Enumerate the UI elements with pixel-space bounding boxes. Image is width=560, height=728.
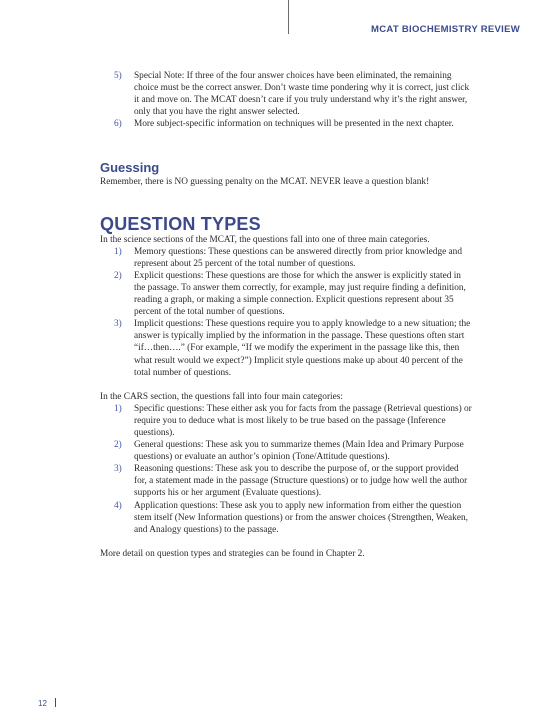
list-item [114, 246, 472, 270]
list-text: Special Note: If three of the four answer choices have been eliminated, the remaining choice must be the correct answer. Don’t waste time pondering why it is correct, just click it and move on. The MCAT doesn’t care if you truly understand why it’s the right answer, only that you have the right answer selected. [134, 71, 470, 118]
guessing-text: Remember, there is NO guessing penalty on the MCAT. NEVER leave a question blank! [100, 177, 430, 188]
list-item [114, 270, 472, 318]
list-text: Memory questions: These questions can be answered directly from prior knowledge and represent about 25 percent of the total number of questions. [134, 246, 462, 269]
list-text: Specific questions: These either ask you for facts from the passage (Retrieval questions) or require you to deduce what is most likely to be true based on the passage (Inference questions). [134, 403, 472, 438]
page-content [100, 70, 472, 560]
list-number: 3) [114, 464, 122, 475]
list-number: 2) [114, 270, 122, 281]
page-footer [38, 698, 56, 708]
list-text: Reasoning questions: These ask you to describe the purpose of, or the support provided for, a statement made in the passage (Structure questions) or to judge how well the author supports his or her argument (Evaluate questions). [134, 464, 468, 499]
list-item [114, 439, 472, 463]
page-number: 12 [38, 699, 47, 708]
header-divider [288, 0, 289, 34]
list-number: 1) [114, 403, 122, 414]
list-item [114, 500, 472, 536]
running-header: MCAT BIOCHEMISTRY REVIEW [371, 24, 520, 35]
list-text: General questions: These ask you to summarize themes (Main Idea and Primary Purpose questions) or evaluate an author’s opinion (Tone/Attitude questions). [134, 440, 464, 463]
list-item [114, 403, 472, 439]
list-text: Application questions: These ask you to apply new information from either the question stem itself (New Information questions) or from the answer choices (Strengthen, Weaken, and Analogy questions) to the passage. [134, 500, 468, 535]
guessing-heading: Guessing [100, 160, 160, 176]
list-number: 4) [114, 500, 122, 511]
footer-divider [55, 698, 56, 707]
list-item [114, 463, 472, 499]
list-number: 2) [114, 440, 122, 451]
list-text: Implicit questions: These questions require you to apply knowledge to a new situation; the answer is typically implied by the information in the passage. These questions often start “if…then….” (For example, “If we modify the experiment in the passage like this, then what result would we expect?”) Implicit style questions make up about 40 percent of the total number of questions. [134, 319, 471, 378]
list-text: More subject-specific information on techniques will be presented in the next chapter. [134, 119, 454, 130]
list-item [114, 70, 472, 118]
question-types-heading: QUESTION TYPES [100, 213, 261, 234]
intro-list [114, 70, 472, 130]
list-number: 5) [114, 71, 122, 81]
list-item [114, 118, 472, 130]
closing-text: More detail on question types and strategies can be found in Chapter 2. [100, 548, 365, 559]
list-number: 1) [114, 246, 122, 257]
science-question-list [114, 246, 472, 379]
list-number: 3) [114, 319, 122, 330]
list-item [114, 318, 472, 378]
list-text: Explicit questions: These questions are those for which the answer is explicitly stated in the passage. To answer them correctly, for example, may just require finding a definition, reading a graph, or making a simple connection. Explicit questions represent about 35 percent of the total number of questions. [134, 270, 466, 318]
list-number: 6) [114, 119, 122, 130]
question-types-intro: In the science sections of the MCAT, the questions fall into one of three main categories. [100, 234, 430, 245]
cars-intro: In the CARS section, the questions fall into four main categories: [100, 391, 343, 402]
cars-question-list [114, 403, 472, 536]
